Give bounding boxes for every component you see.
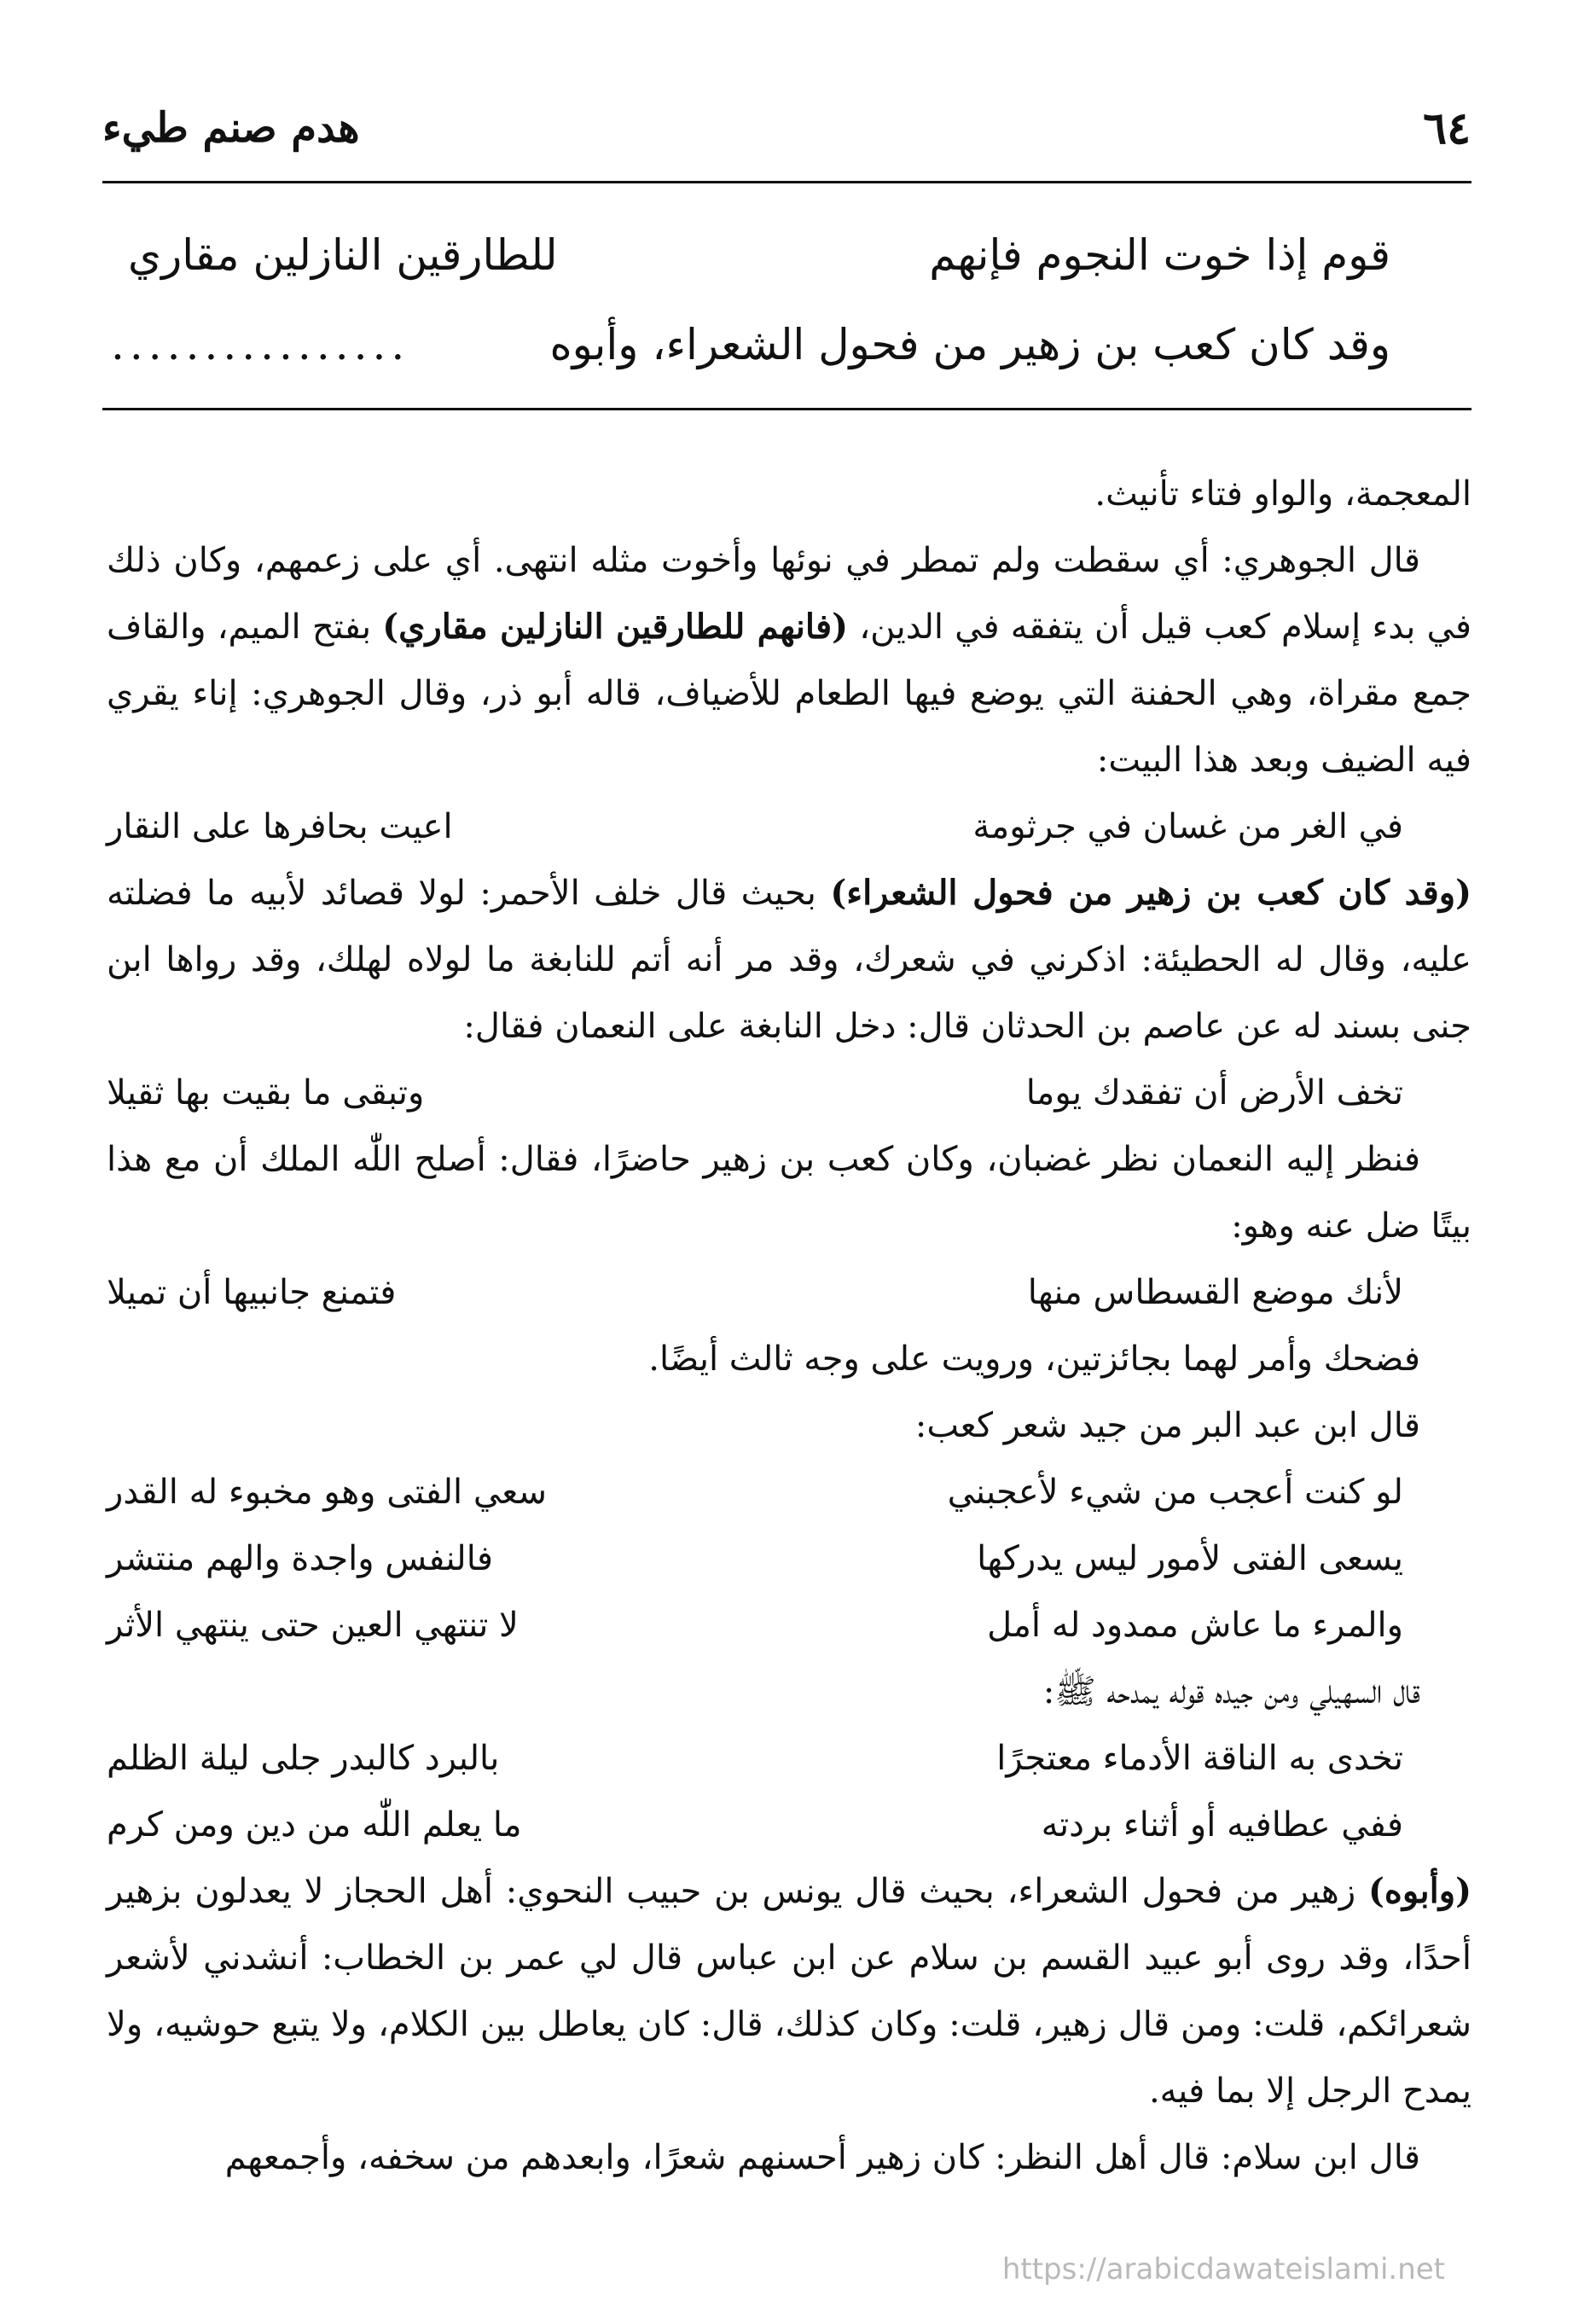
poem-verse — [107, 1060, 1471, 1126]
hemistich: لا تنتهي العين حتى ينتهي الأثر — [107, 1606, 519, 1645]
hemistich: تخدى به الناقة الأدماء معتجرًا — [996, 1739, 1403, 1778]
page-number: ٦٤ — [1423, 102, 1471, 154]
matn-separator-rule — [102, 408, 1471, 410]
commentary-paragraph: المعجمة، والواو فتاء تأنيث. — [1094, 474, 1471, 514]
poem-verse — [107, 1792, 1471, 1858]
matn-prose-text: وقد كان كعب بن زهير من فحول الشعراء، وأبوه — [549, 320, 1390, 369]
hemistich: يسعى الفتى لأمور ليس يدركها — [977, 1539, 1403, 1578]
matn-verse — [128, 230, 1390, 280]
quoted-matn: (وقد كان كعب بن زهير من فحول الشعراء) — [830, 873, 1472, 913]
matn-dots: ................ — [111, 320, 410, 369]
hemistich: لأنك موضع القسطاس منها — [1027, 1273, 1403, 1312]
hemistich: فالنفس واجدة والهم منتشر — [107, 1539, 494, 1578]
poem-verse — [107, 793, 1471, 860]
hemistich: لو كنت أعجب من شيء لأعجبني — [947, 1473, 1403, 1512]
hemistich: في الغر من غسان في جرثومة — [972, 807, 1403, 846]
commentary — [107, 461, 1471, 2191]
poem-verse — [107, 1525, 1471, 1592]
hemistich: سعي الفتى وهو مخبوء له القدر — [107, 1473, 548, 1512]
quoted-matn: (فانهم للطارقين النازلين مقاري) — [382, 607, 849, 647]
hemistich: فتمنع جانبيها أن تميلا — [107, 1273, 397, 1312]
commentary-paragraph: قال الجوهري: أي سقطت ولم تمطر في نوئها وأخوت مثله انتهى. أي على زعمهم، وكان ذلك في بدء إسلام كعب قيل أن يتفقه في الدين، (فانهم للطارقين النازلين مقاري) بفتح الميم، والقاف جمع مقراة، وهي الحفنة التي يوضع فيها الطعام للأضياف، قاله أبو ذر، وقال الجوهري: إناء يقري فيه الضيف وبعد هذا البيت: — [107, 541, 1471, 780]
poem-verse — [107, 1725, 1471, 1792]
poem-verse — [107, 1592, 1471, 1659]
matn-prose-line — [111, 320, 1390, 369]
commentary-paragraph: فضحك وأمر لهما بجائزتين، ورويت على وجه ثالث أيضًا. — [648, 1339, 1420, 1379]
hemistich: اعيت بحافرها على النقار — [107, 807, 453, 846]
hemistich: تخف الأرض أن تفقدك يوما — [1025, 1073, 1403, 1113]
hemistich: والمرء ما عاش ممدود له أمل — [987, 1606, 1403, 1645]
hemistich: ففي عطافيه أو أثناء بردته — [1041, 1805, 1403, 1845]
header-rule — [102, 181, 1471, 183]
hemistich: وتبقى ما بقيت بها ثقيلا — [107, 1073, 425, 1113]
commentary-paragraph: قال ابن عبد البر من جيد شعر كعب: — [914, 1406, 1420, 1445]
page-header — [102, 90, 1471, 166]
commentary-paragraph: قال السهيلي ومن جيده قوله يمدحه ﷺ: — [1042, 1672, 1420, 1711]
matn-verse-second-hemistich: للطارقين النازلين مقاري — [128, 230, 558, 280]
watermark-url: https://arabicdawateislami.net — [1001, 2252, 1445, 2286]
quoted-matn: (وأبوه) — [1367, 1871, 1472, 1911]
hemistich: بالبرد كالبدر جلى ليلة الظلم — [107, 1739, 500, 1778]
commentary-paragraph: قال ابن سلام: قال أهل النظر: كان زهير أحسنهم شعرًا، وابعدهم من سخفه، وأجمعهم — [224, 2138, 1420, 2177]
commentary-paragraph: (وقد كان كعب بن زهير من فحول الشعراء) بحيث قال خلف الأحمر: لولا قصائد لأبيه ما فضلته عليه، وقال له الحطيئة: اذكرني في شعرك، وقد مر أنه أتم للنابغة ما لولاه لهلك، وقد رواها ابن جنى بسند له عن عاصم بن الحدثان قال: دخل النابغة على النعمان فقال: — [107, 873, 1472, 1046]
commentary-paragraph: فنظر إليه النعمان نظر غضبان، وكان كعب بن زهير حاضرًا، فقال: أصلح اللّٰه الملك أن مع هذا بيتًا ضل عنه وهو: — [107, 1140, 1471, 1246]
matn-verse-first-hemistich: قوم إذا خوت النجوم فإنهم — [929, 230, 1390, 280]
running-title: هدم صنم طيء — [102, 104, 360, 152]
poem-verse — [107, 1459, 1471, 1525]
commentary-paragraph: (وأبوه) زهير من فحول الشعراء، بحيث قال يونس بن حبيب النحوي: أهل الحجاز لا يعدلون بزهير أحدًا، وقد روى أبو عبيد القسم بن سلام عن ابن عباس قال لي عمر بن الخطاب: أنشدني لأشعر شعرائكم، قلت: ومن قال زهير، قلت: وكان كذلك، قال: كان يعاطل بين الكلام، ولا يتبع حوشيه، ولا يمدح الرجل إلا بما فيه. — [107, 1871, 1472, 2111]
poem-verse — [107, 1259, 1471, 1326]
hemistich: ما يعلم اللّٰه من دين ومن كرم — [107, 1805, 522, 1845]
